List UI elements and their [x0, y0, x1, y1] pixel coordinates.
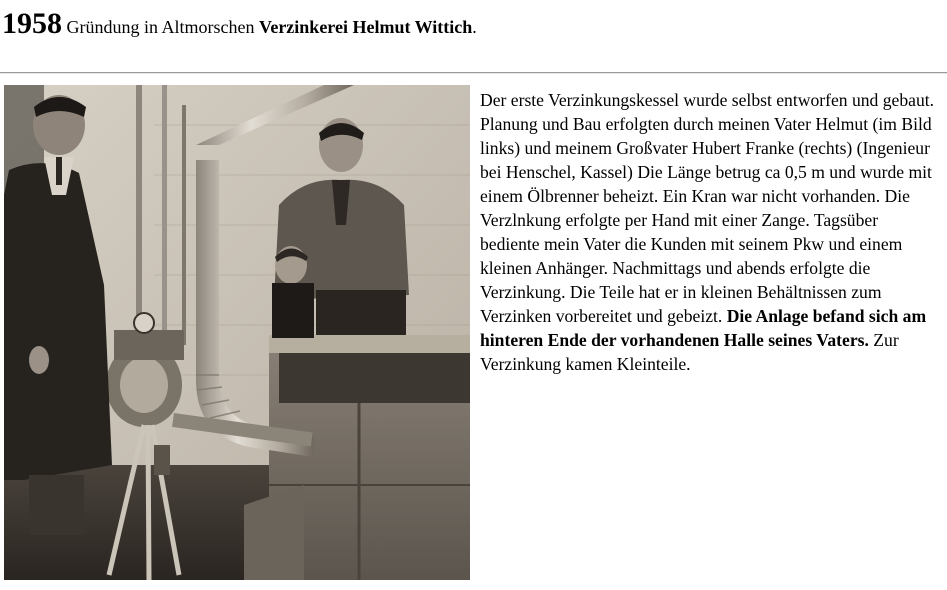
year-heading: 1958 — [2, 7, 62, 40]
historic-photo — [4, 85, 470, 580]
header-text-after: . — [472, 17, 477, 37]
company-name: Verzinkerei Helmut Wittich — [258, 17, 473, 37]
header-text-before: Gründung in Altmorschen — [62, 17, 259, 37]
horizontal-divider — [0, 72, 947, 74]
article-bold-sentence: Die Anlage befand sich am hinteren Ende der vorhandenen Halle seines Vaters. — [480, 306, 927, 350]
article-part2: Zur Verzinkung kamen Kleinteile. — [480, 330, 899, 374]
article-paragraph — [480, 88, 940, 376]
article-text — [480, 88, 940, 376]
header-text — [62, 17, 477, 37]
galvanizing-kettle-photo — [4, 85, 470, 580]
article-part1: Der erste Verzinkungskessel wurde selbst entworfen und gebaut. Planung und Bau erfolgten durch meinen Vater Helmut (im Bild links) und meinem Großvater Hubert Franke (rechts) (Ingenieur bei Henschel, Kassel) Die Länge betrug ca 0,5 m und wurde mit einem Ölbrenner beheizt. Ein Kran war nicht vorhanden. Die Verzlnkung erfolgte per Hand mit einer Zange. Tagsüber bediente mein Vater die Kunden mit seinem Pkw und einem kleinen Anhänger. Nachmittags und abends erfolgte die Verzinkung. Die Teile hat er in kleinen Behältnissen zum Verzinken vorbereitet und gebeizt. — [480, 90, 935, 326]
page-header — [2, 6, 477, 47]
